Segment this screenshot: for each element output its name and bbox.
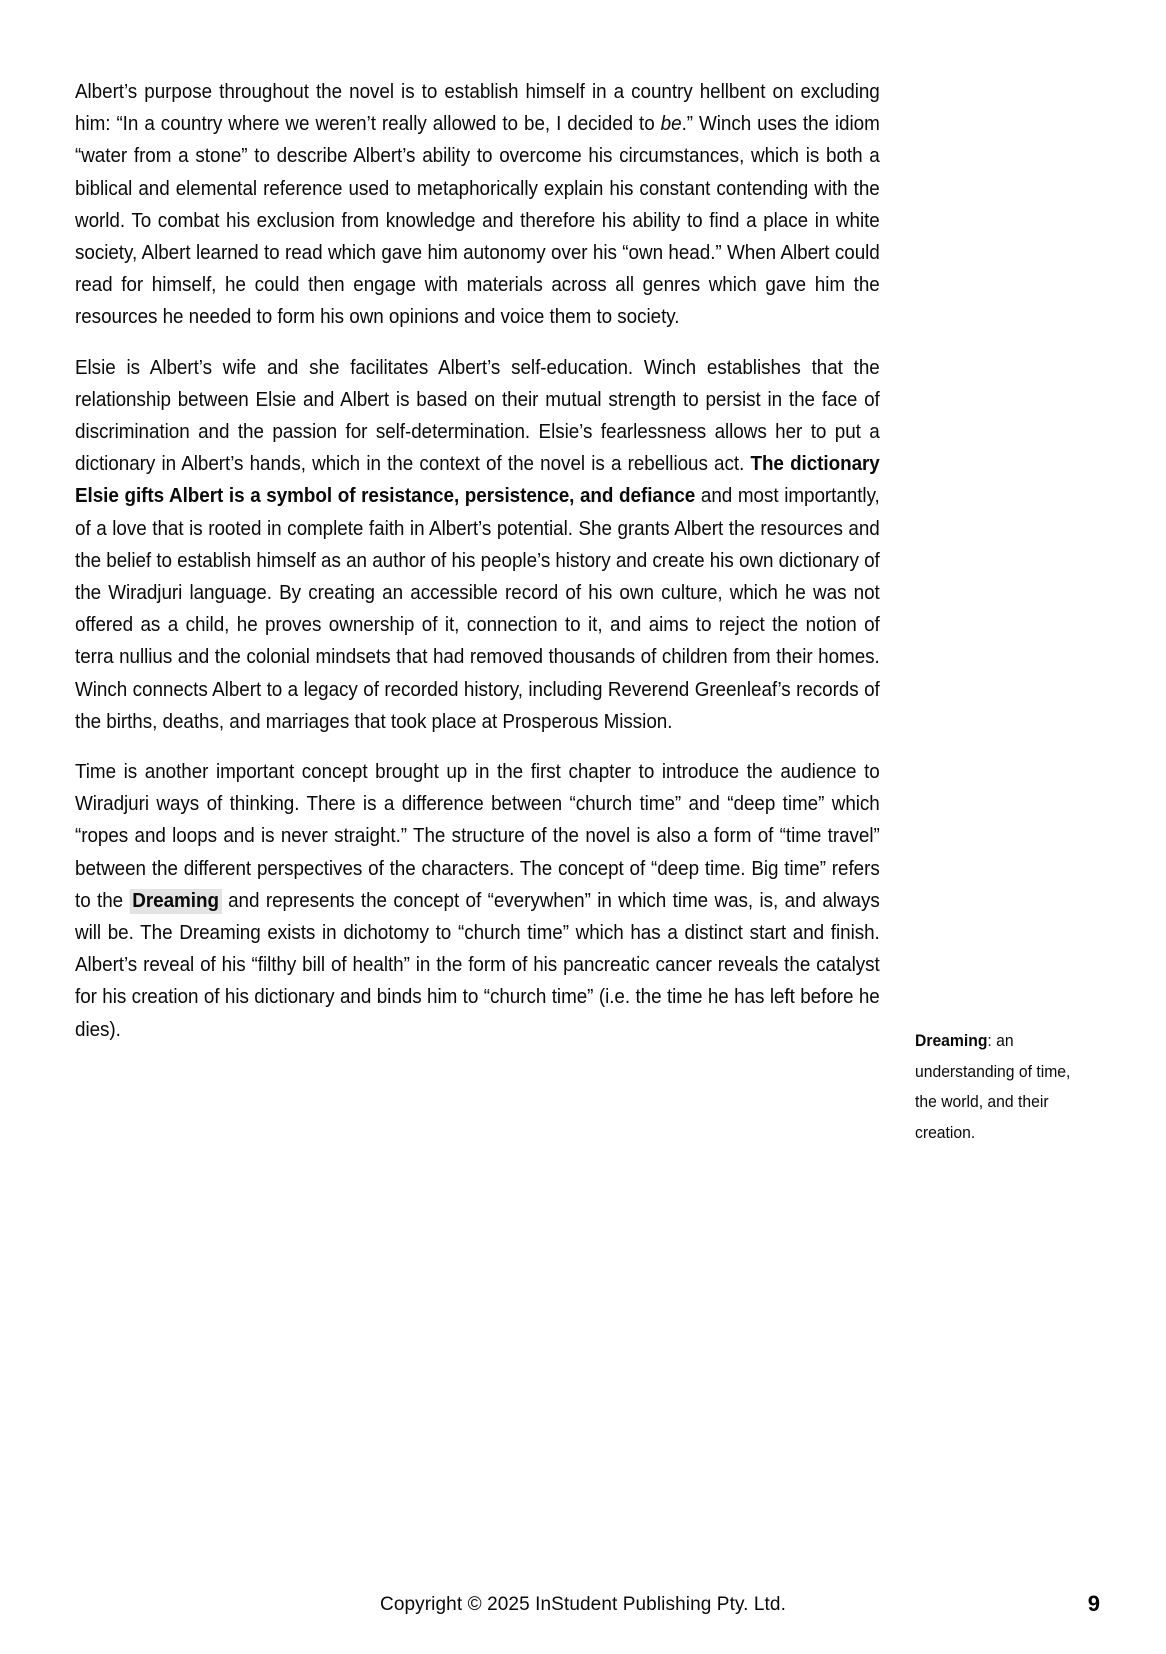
paragraph-1-text-part-2: .” Winch uses the idiom “water from a stone” to describe Albert’s ability to overcome his circumstances, which is both a biblical and elemental reference used to metaphorically explain his constant contending with the world. To combat his exclusion from knowledge and therefore his ability to find a place in white society, Albert learned to read which gave him autonomy over his “own head.” When Albert could read for himself, he could then engage with materials across all genres which gave him the resources he needed to form his own opinions and voice them to society. bbox=[75, 113, 880, 329]
paragraph-time-dreaming bbox=[75, 756, 880, 1046]
page-footer bbox=[0, 1592, 1166, 1626]
paragraph-2-text-part-1: Elsie is Albert’s wife and she facilitates Albert’s self-education. Winch establishes that the relationship between Elsie and Albert is based on their mutual strength to persist in the face of discrimination and the passion for self-determination. Elsie’s fearlessness allows her to put a dictionary in Albert’s hands, which in the context of the novel is a rebellious act. bbox=[75, 356, 880, 476]
paragraph-elsie-dictionary bbox=[75, 352, 880, 738]
copyright-notice: Copyright © 2025 InStudent Publishing Pty. Ltd. bbox=[380, 1594, 786, 1615]
paragraph-albert-purpose bbox=[75, 76, 880, 334]
margin-gloss-term: Dreaming bbox=[915, 1032, 988, 1050]
paragraph-3-text-part-2: and represents the concept of “everywhen” in which time was, is, and always will be. The Dreaming exists in dichotomy to “church time” which has a distinct start and finish. Albert’s reveal of his “filthy bill of health” in the form of his pancreatic cancer reveals the catalyst for his creation of his dictionary and binds him to “church time” (i.e. the time he has left before he dies). bbox=[75, 889, 880, 1041]
paragraph-2-text-part-2: and most importantly, of a love that is rooted in complete faith in Albert’s potential. She grants Albert the resources and the belief to establish himself as an author of his people’s history and create his own dictionary of the Wiradjuri language. By creating an accessible record of his own culture, which he was not offered as a child, he proves ownership of it, connection to it, and aims to reject the notion of terra nullius and the colonial mindsets that had removed thousands of children from their homes. Winch connects Albert to a legacy of recorded history, including Reverend Greenleaf’s records of the births, deaths, and marriages that took place at Prosperous Mission. bbox=[75, 485, 880, 733]
paragraph-3-text-part-1: Time is another important concept brought up in the first chapter to introduce the audience to Wiradjuri ways of thinking. There is a difference between “church time” and “deep time” which “ropes and loops and is never straight.” The structure of the novel is also a form of “time travel” between the different perspectives of the characters. The concept of “deep time. Big time” refers to the bbox=[75, 761, 880, 912]
paragraph-2-bold-thesis: The dictionary Elsie gifts Albert is a symbol of resistance, persistence, and defiance bbox=[75, 453, 880, 508]
page-number: 9 bbox=[1087, 1591, 1100, 1616]
paragraph-1-italic-be: be bbox=[660, 113, 682, 136]
margin-gloss-definition: : an understanding of time, the world, and their creation. bbox=[915, 1032, 1071, 1142]
highlighted-term-dreaming: Dreaming bbox=[130, 889, 222, 914]
margin-gloss-dreaming bbox=[915, 1026, 1092, 1148]
body-text-column bbox=[75, 76, 880, 1046]
paragraph-1-text-part-1: Albert’s purpose throughout the novel is to establish himself in a country hellbent on excluding him: “In a country where we weren’t really allowed to be, I decided to bbox=[75, 81, 880, 136]
